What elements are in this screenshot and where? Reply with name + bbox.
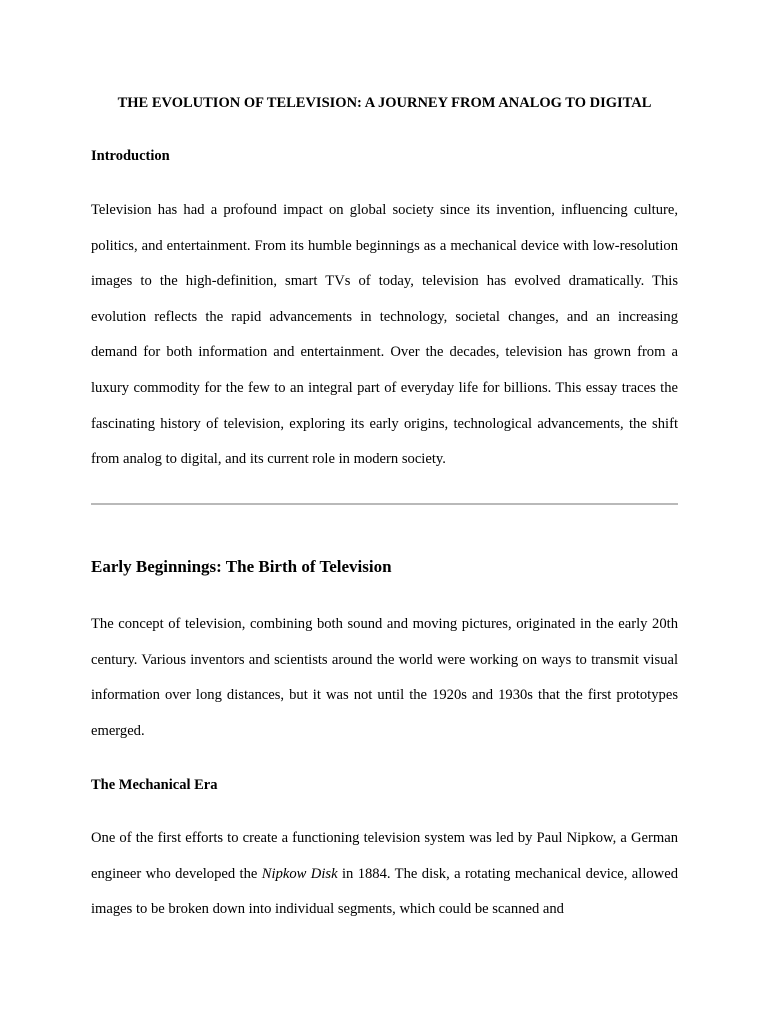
introduction-heading: Introduction	[91, 148, 170, 164]
mechanical-era-text-start: One of the first efforts to create a functioning television system was led by Paul Nipkow, a German engineer who developed the	[91, 830, 678, 882]
mechanical-era-text-end: in 1884. The disk, a rotating mechanical device, allowed images to be broken down into individual segments, which could be scanned and	[91, 865, 678, 918]
document-title: THE EVOLUTION OF TELEVISION: A JOURNEY FROM ANALOG TO DIGITAL	[117, 95, 652, 111]
introduction-paragraph: Television has had a profound impact on global society since its invention, influencing culture, politics, and entertainment. From its humble beginnings as a mechanical device with low-resolution images to the high-definition, smart TVs of today, television has evolved dramatically. This evolution reflects the rapid advancements in technology, societal changes, and an increasing demand for both information and entertainment. Over the decades, television has grown from a luxury commodity for the few to an integral part of everyday life for billions. This essay traces the fascinating history of television, exploring its early origins, technological advancements, the shift from analog to digital, and its current role in modern society.	[91, 202, 678, 468]
section-divider	[91, 503, 678, 505]
mechanical-era-heading: The Mechanical Era	[91, 777, 218, 793]
early-beginnings-paragraph: The concept of television, combining both sound and moving pictures, originated in the early 20th century. Various inventors and scientists around the world were working on ways to transmit visual information over long distances, but it was not until the 1920s and 1930s that the first prototypes emerged.	[91, 616, 678, 739]
nipkow-disk-term: Nipkow Disk	[261, 865, 338, 882]
mechanical-era-paragraph	[91, 821, 678, 928]
section-heading-early-beginnings: Early Beginnings: The Birth of Television	[91, 557, 392, 576]
